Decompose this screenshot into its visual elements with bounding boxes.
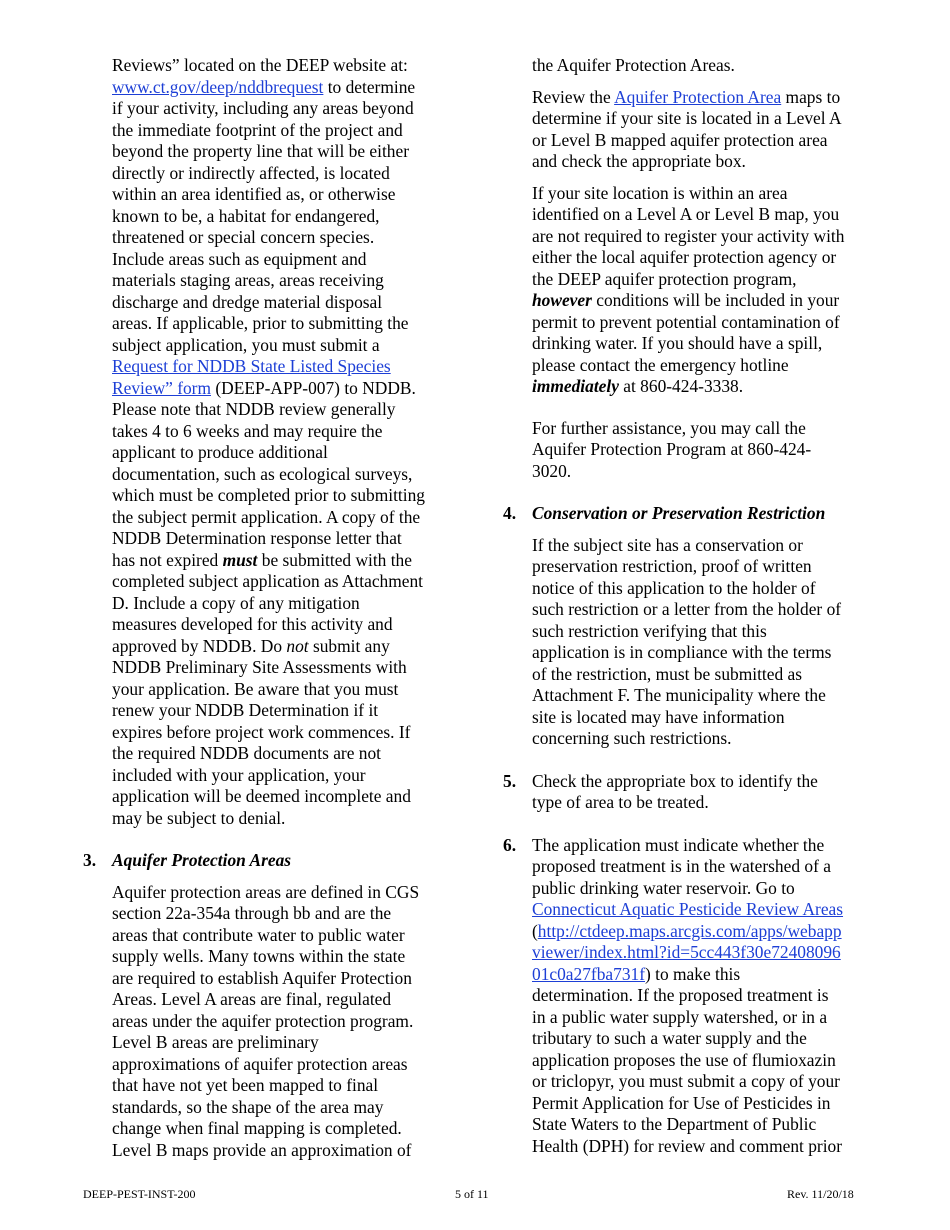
text-span: be submitted with the [257,549,412,570]
text-line: either the local aquifer protection agency or [532,247,837,267]
text-line [532,376,878,398]
text-line: the DEEP aquifer protection program, [532,268,797,289]
text-line: determination. If the proposed treatment is [532,985,829,1005]
assistance-paragraph [503,418,878,483]
text-line: D. Include a copy of any mitigation [112,592,360,613]
text-line: preservation restriction, proof of written [532,556,812,576]
text-line: Level B maps provide an approximation of [112,1139,412,1160]
text-span: has not expired [112,549,223,570]
text-line [532,290,878,312]
text-line: takes 4 to 6 weeks and may require the [112,420,383,441]
nddb-request-link[interactable]: www.ct.gov/deep/nddbrequest [112,76,324,97]
text-line [112,378,453,400]
arcgis-url-link-cont[interactable]: viewer/index.html?id=5cc443f30e72408096 [532,942,841,962]
text-line: NDDB Determination response letter that [112,528,402,548]
text-line [532,942,878,964]
section-number: 6. [503,834,517,855]
review-paragraph [503,87,878,173]
text-line: Check the appropriate box to identify the [532,770,818,791]
text-line: completed subject application as Attachment [112,571,424,591]
footer-revision: Rev. 11/20/18 [787,1187,854,1201]
text-line: State Waters to the Department of Public [532,1114,817,1134]
text-line: application will be deemed incomplete and [112,786,411,806]
text-line: areas. If applicable, prior to submitting the [112,313,409,333]
text-line: applicant to produce additional [112,442,328,462]
text-line: renew your NDDB Determination if it [112,700,379,720]
text-span: (DEEP-APP-007) to NDDB. [211,377,416,398]
text-line: approximations of aquifer protection areas [112,1053,408,1074]
text-line [532,964,878,986]
text-line: drinking water. If you should have a spill, [532,333,823,353]
text-line: the immediate footprint of the project and [112,119,403,140]
section-number: 3. [83,850,97,870]
text-line: 3020. [532,460,572,481]
text-line: included with your application, your [112,764,366,785]
section-number: 5. [503,770,517,791]
text-line [112,77,453,99]
text-line: site is located may have information [532,706,785,727]
text-line: may be subject to denial. [112,807,286,828]
text-line: documentation, such as ecological surveys, [112,463,413,484]
text-line: standards, so the shape of the area may [112,1096,384,1117]
text-line: Areas. Level A areas are final, regulated [112,989,392,1009]
text-line: discharge and dredge material disposal [112,291,383,312]
nddb-form-link[interactable]: Request for NDDB State Listed Species [112,356,391,376]
text-span: maps to [781,86,841,107]
emphasis-not: not [286,635,309,656]
aquifer-review-areas-link[interactable]: Connecticut Aquatic Pesticide Review Areas [532,899,844,919]
text-line: public drinking water reservoir. Go to [532,877,795,898]
text-line: the required NDDB documents are not [112,743,381,763]
text-line: beyond the property line that will be either [112,141,409,161]
text-line: your application. Be aware that you must [112,678,399,699]
text-line [112,550,453,572]
text-line: Level B areas are preliminary [112,1032,319,1052]
site-location-paragraph [503,183,878,398]
text-line: If the subject site has a conservation or [532,534,803,555]
text-line: Aquifer Protection Program at 860-424- [532,439,812,459]
aquifer-protection-area-link[interactable]: Aquifer Protection Area [614,86,782,107]
nddb-form-link-cont[interactable]: Review” form [112,377,211,398]
text-line: Permit Application for Use of Pesticides in [532,1092,831,1113]
text-line: measures developed for this activity and [112,614,393,634]
text-line: The application must indicate whether the [532,834,825,855]
arcgis-url-link[interactable]: http://ctdeep.maps.arcgis.com/apps/webapp [537,920,842,941]
text-line: application proposes the use of flumioxazin [532,1049,836,1070]
text-line: application is in compliance with the terms [532,642,832,662]
text-line: section 22a-354a through bb and are the [112,903,392,923]
text-span: to determine [323,76,416,97]
text-line: and check the appropriate box. [532,151,746,171]
text-line [112,356,453,378]
text-line: proposed treatment is in the watershed of a [532,856,831,876]
text-line: change when final mapping is completed. [112,1118,402,1138]
nddb-paragraph [83,55,453,829]
text-span: at 860-424-3338. [618,376,744,396]
text-line: such restriction verifying that this [532,620,767,641]
text-line: Aquifer protection areas are defined in CGS [112,881,420,902]
text-line: Reviews” located on the DEEP website at: [112,55,408,75]
text-line: are not required to register your activity with [532,225,845,246]
text-span: ) to make this [645,963,741,984]
text-line: expires before project work commences. If [112,721,411,742]
text-line [532,87,878,109]
text-line: known to be, a habitat for endangered, [112,205,380,226]
footer-form-id: DEEP-PEST-INST-200 [83,1187,196,1201]
text-line: determine if your site is located in a Level A [532,108,842,128]
section-4-body [503,535,878,750]
text-line [532,899,878,921]
emphasis-must: must [222,549,258,570]
text-line: or triclopyr, you must submit a copy of your [532,1071,840,1091]
text-line: areas under the aquifer protection program. [112,1010,414,1031]
text-line: concerning such restrictions. [532,728,732,748]
text-line: subject application, you must submit a [112,334,380,355]
left-column [83,55,453,1161]
arcgis-url-link-end[interactable]: 01c0a27fba731f [532,963,645,984]
text-line: the Aquifer Protection Areas. [532,55,735,75]
text-line: areas that contribute water to public water [112,924,405,945]
text-span: submit any [308,635,390,656]
text-line: in a public water supply watershed, or in a [532,1006,828,1027]
right-column [503,55,878,1157]
text-line: such restriction or a letter from the holder of [532,599,842,619]
text-span: conditions will be included in your [591,290,840,310]
section-6 [503,835,878,1158]
text-line: that have not yet been mapped to final [112,1075,379,1095]
emphasis-immediately: immediately [532,376,619,396]
aquifer-continued [503,55,878,77]
section-4-heading [503,503,878,525]
text-line: For further assistance, you may call the [532,417,806,438]
text-line: the subject permit application. A copy of the [112,506,421,527]
text-line: threatened or special concern species. [112,227,375,247]
text-line: please contact the emergency hotline [532,354,789,375]
section-3-body [83,882,453,1162]
text-span: approved by NDDB. Do [112,635,287,656]
text-line: within an area identified as, or otherwise [112,184,396,204]
text-line: Health (DPH) for review and comment prior [532,1135,843,1156]
section-3-heading [83,850,453,872]
section-number: 4. [503,503,517,523]
section-title: Conservation or Preservation Restriction [532,503,826,523]
text-line: directly or indirectly affected, is located [112,162,390,183]
text-span: ( [532,920,538,941]
text-line: tributary to such a water supply and the [532,1028,807,1048]
text-line: If your site location is within an area [532,182,788,203]
section-5 [503,771,878,814]
text-line: materials staging areas, areas receiving [112,270,384,290]
text-span: Review the [532,86,615,107]
text-line: Attachment F. The municipality where the [532,685,826,705]
text-line: if your activity, including any areas beyond [112,98,414,118]
emphasis-however: however [532,290,592,310]
text-line: supply wells. Many towns within the state [112,946,406,966]
text-line: notice of this application to the holder of [532,577,816,598]
text-line: or Level B mapped aquifer protection area [532,129,828,150]
text-line: identified on a Level A or Level B map, you [532,204,840,224]
text-line: permit to prevent potential contamination of [532,311,840,332]
section-title: Aquifer Protection Areas [112,850,292,870]
text-line [532,921,878,943]
text-line: Please note that NDDB review generally [112,399,396,419]
text-line: are required to establish Aquifer Protection [112,967,412,988]
text-line: Include areas such as equipment and [112,248,367,269]
text-line: NDDB Preliminary Site Assessments with [112,657,407,677]
text-line [112,636,453,658]
footer-page-number: 5 of 11 [455,1187,489,1201]
text-line: which must be completed prior to submitting [112,485,425,505]
text-line: of the restriction, must be submitted as [532,663,802,684]
text-line: type of area to be treated. [532,792,709,812]
